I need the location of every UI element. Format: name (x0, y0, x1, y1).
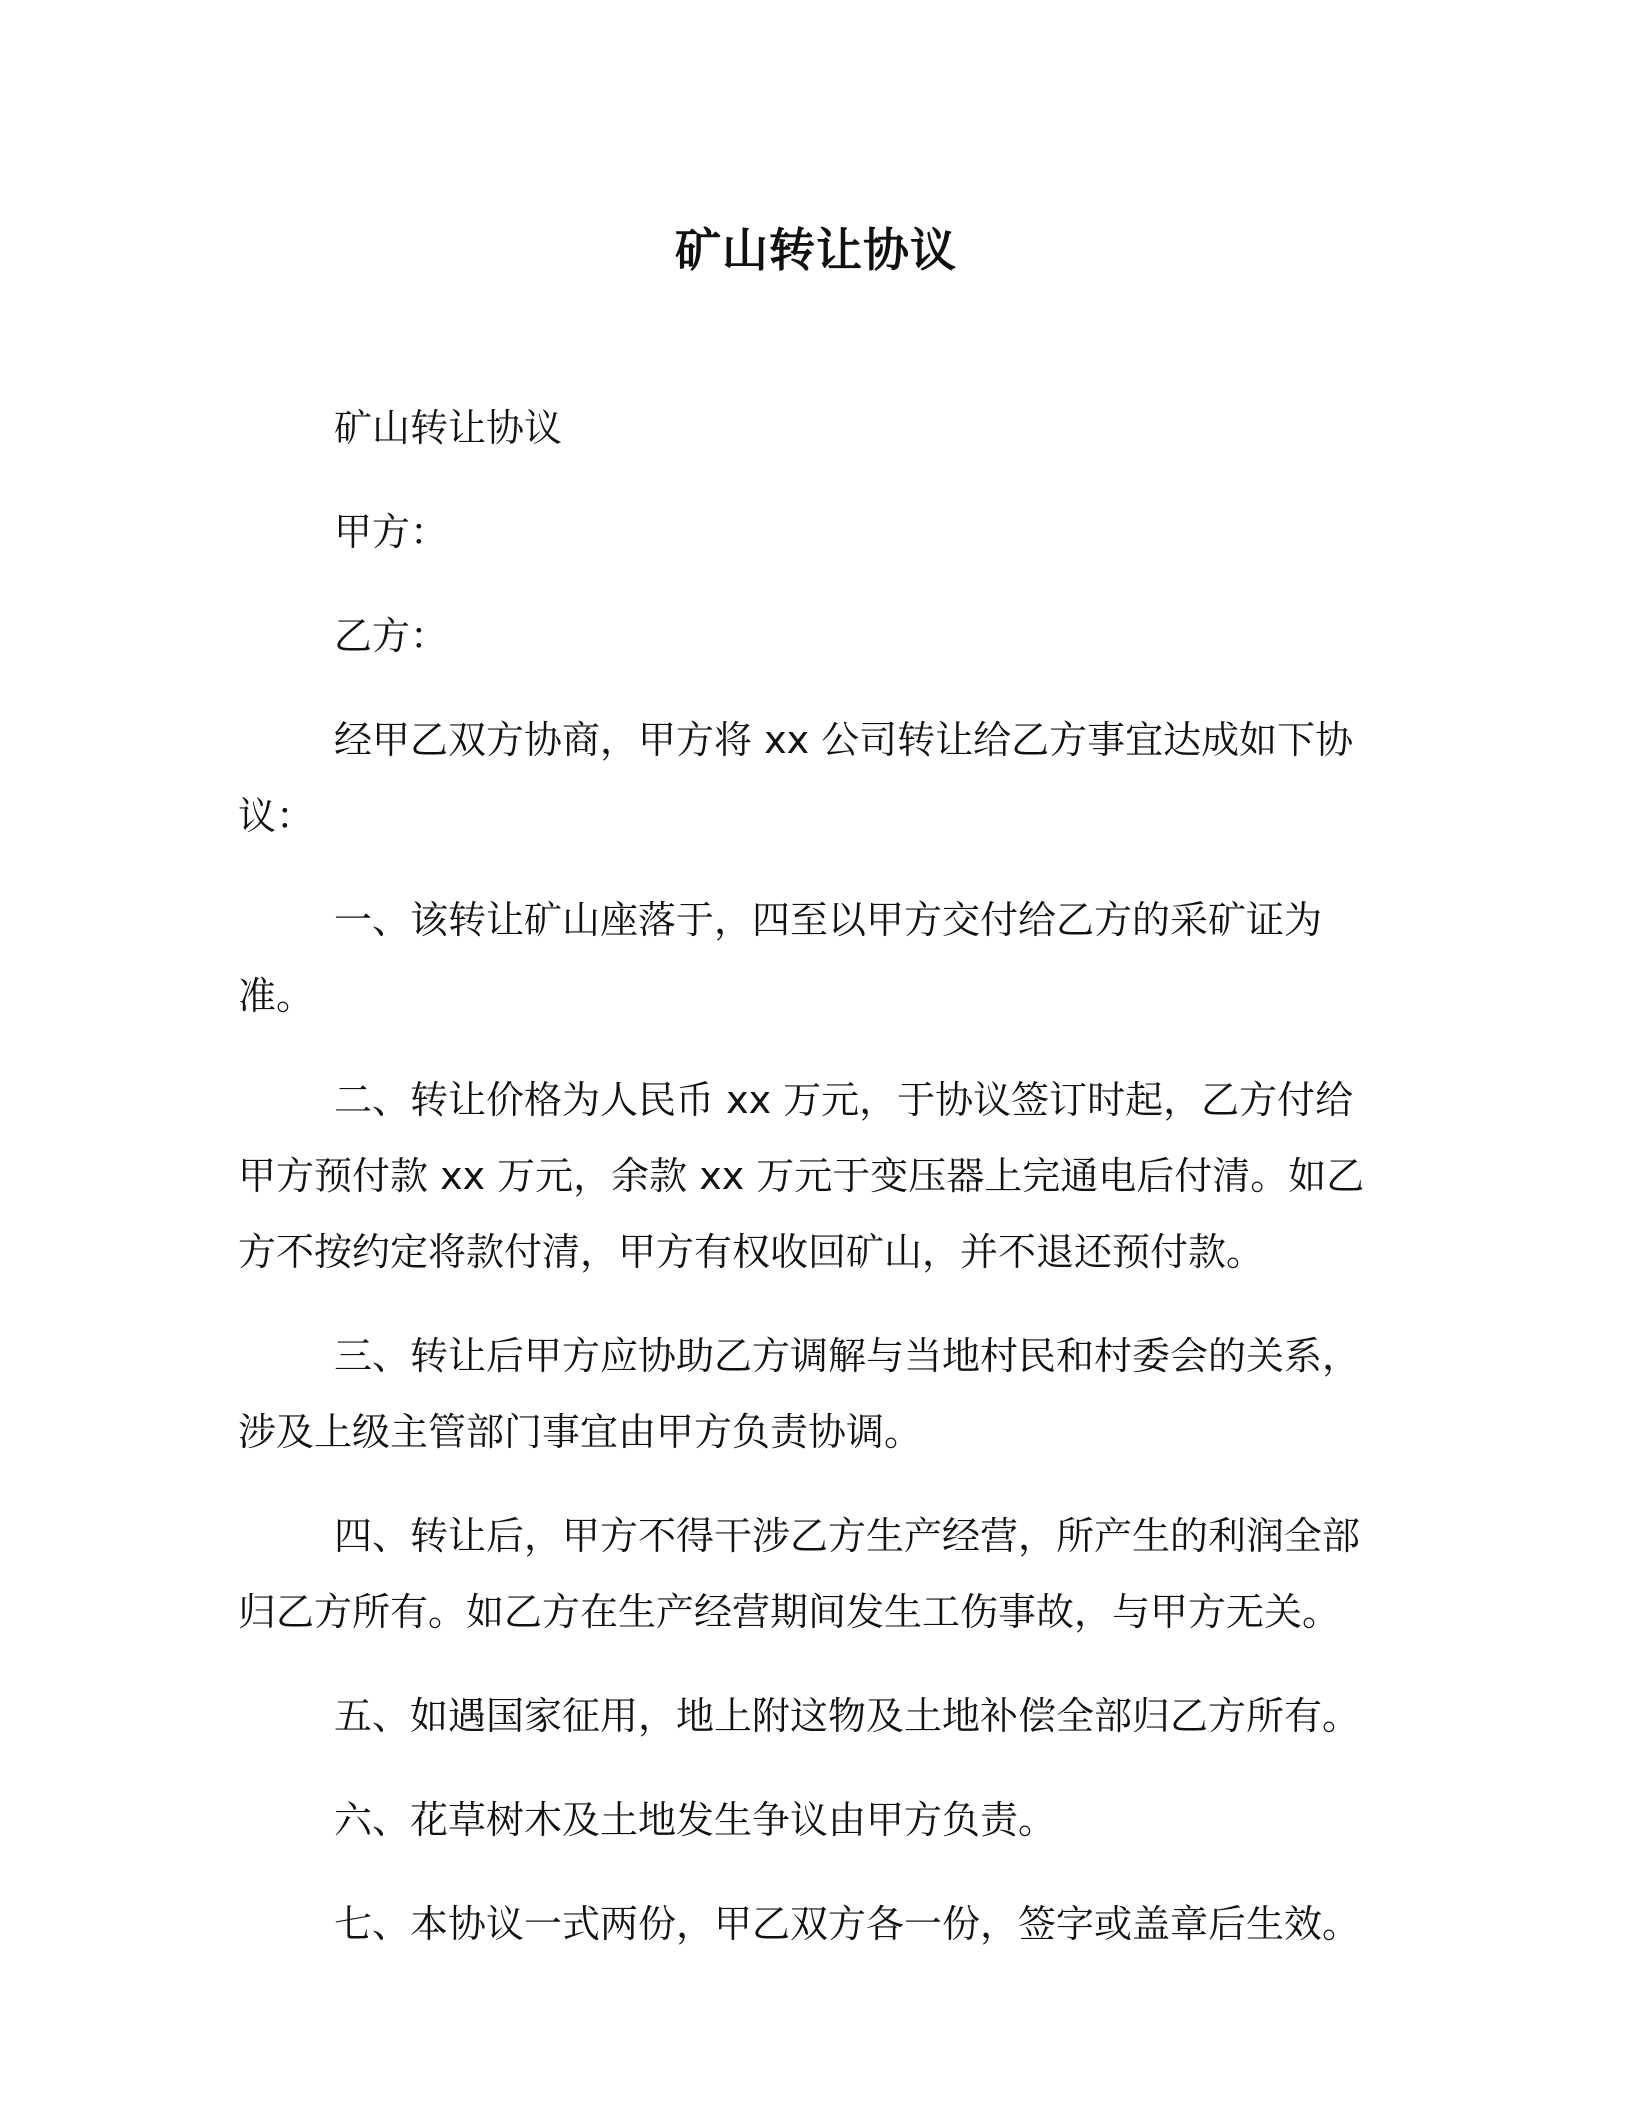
clause-3: 三、转让后甲方应协助乙方调解与当地村民和村委会的关系，涉及上级主管部门事宜由甲方负责协调。 (238, 1334, 1361, 1454)
body-heading: 矿山转让协议 (334, 406, 563, 450)
agreement-intro: 经甲乙双方协商，甲方将 xx 公司转让给乙方事宜达成如下协议： (238, 718, 1354, 838)
party-b-line: 乙方： (334, 614, 449, 658)
document-body (238, 390, 1390, 1990)
clause-1: 一、该转让矿山座落于，四至以甲方交付给乙方的采矿证为准。 (238, 898, 1323, 1018)
clause-7: 七、本协议一式两份，甲乙双方各一份，签字或盖章后生效。 (334, 1902, 1361, 1946)
document-title: 矿山转让协议 (675, 223, 957, 277)
clause-4: 四、转让后，甲方不得干涉乙方生产经营，所产生的利润全部归乙方所有。如乙方在生产经营期间发生工伤事故，与甲方无关。 (238, 1514, 1361, 1634)
party-a-line: 甲方： (334, 510, 449, 554)
clause-2: 二、转让价格为人民币 xx 万元，于协议签订时起，乙方付给甲方预付款 xx 万元，余款 xx 万元于变压器上完通电后付清。如乙方不按约定将款付清，甲方有权收回矿山，并不退还预付款。 (238, 1078, 1365, 1274)
clause-5: 五、如遇国家征用，地上附这物及土地补偿全部归乙方所有。 (334, 1694, 1361, 1738)
clause-6: 六、花草树木及土地发生争议由甲方负责。 (334, 1798, 1057, 1842)
